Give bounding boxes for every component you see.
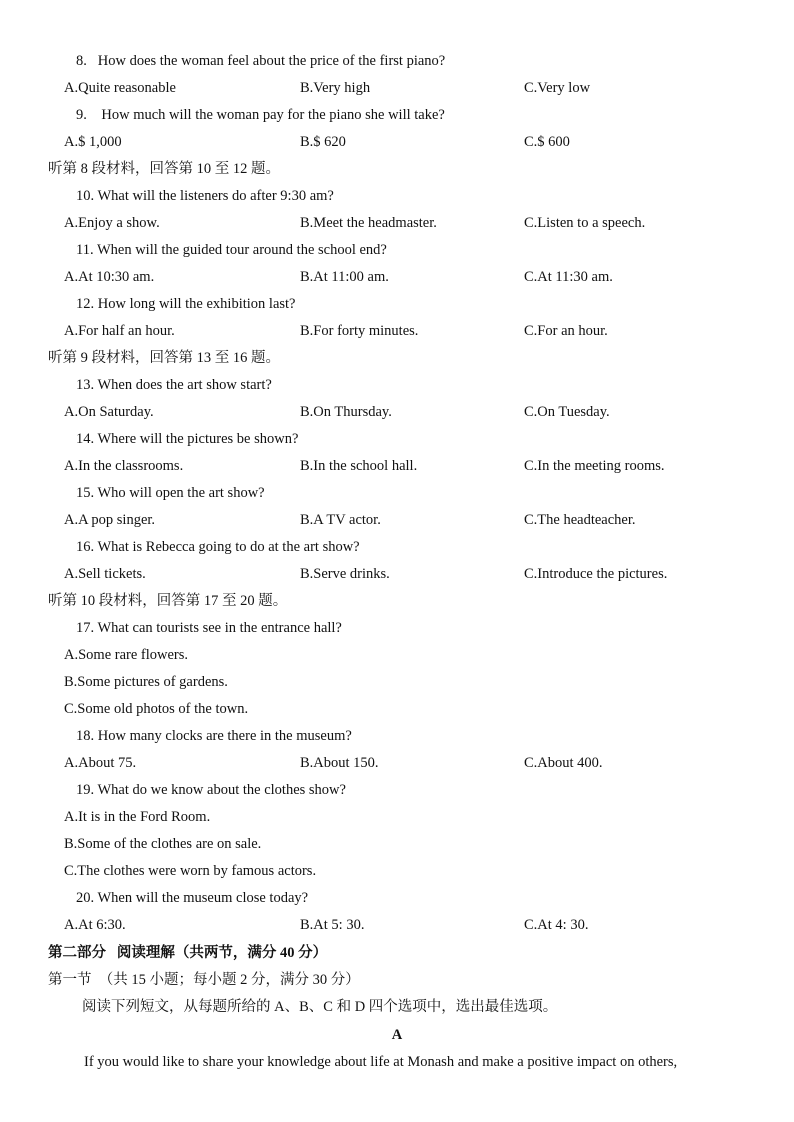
section-heading-9: 听第 9 段材料，回答第 13 至 16 题。 [48,350,280,366]
option-b: B.$ 620 [300,134,346,150]
options-10 [0,210,794,237]
options-19-b [0,831,794,858]
option-c: C.Some old photos of the town. [64,701,249,717]
option-a: A.Quite reasonable [64,80,176,96]
question-8: 8. How does the woman feel about the price of the first piano? [76,53,446,69]
options-19-c [0,858,794,885]
option-c: C.The clothes were worn by famous actors. [64,863,317,879]
options-9 [0,129,794,156]
question-16: 16. What is Rebecca going to do at the art show? [76,539,360,555]
option-c: C.The headteacher. [524,512,636,528]
options-15 [0,507,794,534]
option-b: B.In the school hall. [300,458,418,474]
part-two-title: 第二部分 阅读理解（共两节，满分 40 分） [48,945,328,961]
option-a: A.Enjoy a show. [64,215,160,231]
option-a: A.Some rare flowers. [64,647,189,663]
option-a: A.On Saturday. [64,404,154,420]
option-b: B.At 11:00 am. [300,269,389,285]
option-b: B.Serve drinks. [300,566,390,582]
question-10: 10. What will the listeners do after 9:30 am? [76,188,334,204]
options-20 [0,912,794,939]
option-b: B.For forty minutes. [300,323,419,339]
option-a: A.Sell tickets. [64,566,146,582]
option-b: B.At 5: 30. [300,917,365,933]
option-b: B.Meet the headmaster. [300,215,437,231]
question-12: 12. How long will the exhibition last? [76,296,296,312]
option-b: B.Some pictures of gardens. [64,674,228,690]
options-18 [0,750,794,777]
option-c: C.Very low [524,80,591,96]
option-a: A.$ 1,000 [64,134,122,150]
options-19-a [0,804,794,831]
question-17: 17. What can tourists see in the entrance hall? [76,620,342,636]
option-c: C.On Tuesday. [524,404,610,420]
option-b: B.A TV actor. [300,512,381,528]
section-heading-10: 听第 10 段材料，回答第 17 至 20 题。 [48,593,288,609]
option-b: B.Some of the clothes are on sale. [64,836,262,852]
option-a: A.In the classrooms. [64,458,184,474]
options-11 [0,264,794,291]
options-13 [0,399,794,426]
question-15: 15. Who will open the art show? [76,485,265,501]
question-9: 9. How much will the woman pay for the piano she will take? [76,107,445,123]
options-17-c [0,696,794,723]
option-c: C.In the meeting rooms. [524,458,665,474]
option-a: A.At 6:30. [64,917,126,933]
option-c: C.For an hour. [524,323,608,339]
option-b: B.About 150. [300,755,379,771]
question-18: 18. How many clocks are there in the museum? [76,728,352,744]
option-a: A.At 10:30 am. [64,269,155,285]
option-c: C.$ 600 [524,134,570,150]
passage-letter: A [391,1027,403,1043]
section-one-heading: 第一节 （共 15 小题；每小题 2 分，满分 30 分） [48,972,360,988]
options-14 [0,453,794,480]
option-c: C.About 400. [524,755,603,771]
question-13: 13. When does the art show start? [76,377,272,393]
option-c: C.At 11:30 am. [524,269,613,285]
question-14: 14. Where will the pictures be shown? [76,431,299,447]
option-a: A.For half an hour. [64,323,175,339]
section-heading-8: 听第 8 段材料，回答第 10 至 12 题。 [48,161,280,177]
question-20: 20. When will the museum close today? [76,890,309,906]
option-c: C.Introduce the pictures. [524,566,668,582]
option-c: C.Listen to a speech. [524,215,646,231]
passage-text: If you would like to share your knowledge about life at Monash and make a positive impact on others, [84,1054,678,1070]
option-a: A.A pop singer. [64,512,156,528]
options-16 [0,561,794,588]
options-17-b [0,669,794,696]
option-c: C.At 4: 30. [524,917,589,933]
option-a: A.About 75. [64,755,137,771]
options-17-a [0,642,794,669]
instructions: 阅读下列短文，从每题所给的 A、B、C 和 D 四个选项中，选出最佳选项。 [82,999,558,1015]
option-b: B.On Thursday. [300,404,392,420]
option-b: B.Very high [300,80,371,96]
options-8 [0,75,794,102]
question-11: 11. When will the guided tour around the school end? [76,242,387,258]
options-12 [0,318,794,345]
question-19: 19. What do we know about the clothes show? [76,782,346,798]
option-a: A.It is in the Ford Room. [64,809,211,825]
